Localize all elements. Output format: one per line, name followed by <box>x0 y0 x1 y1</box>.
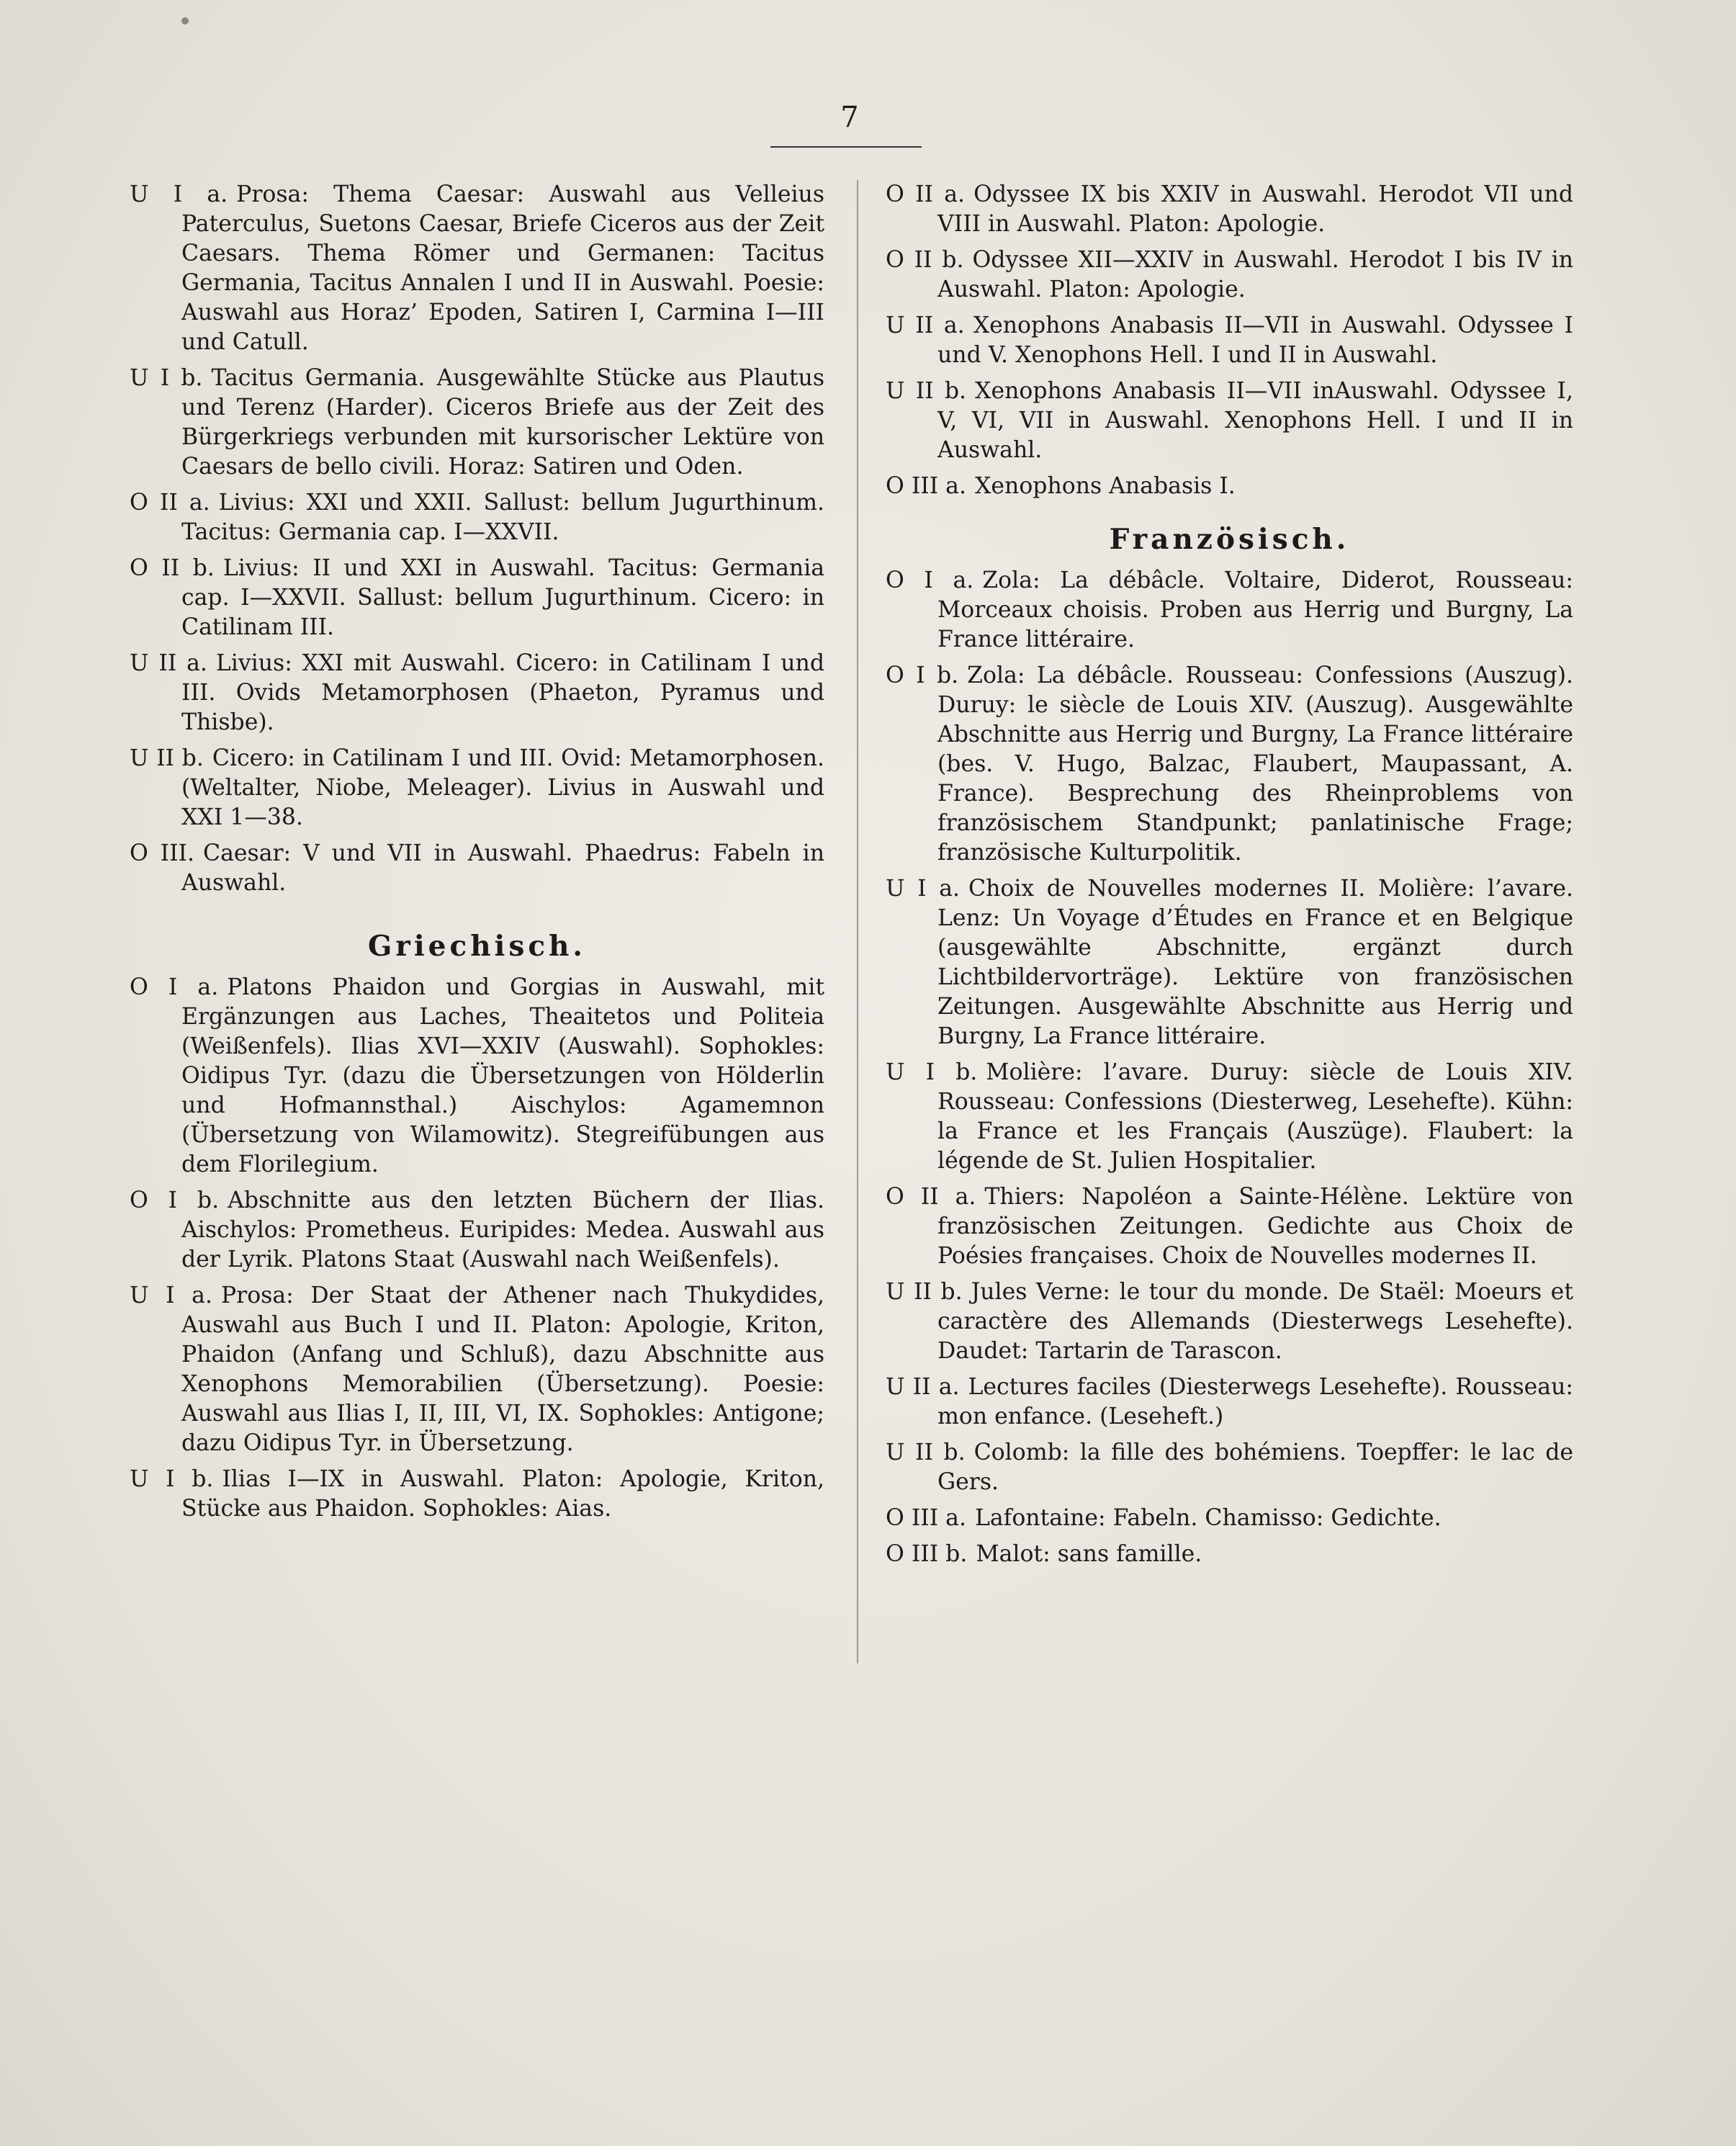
entry-text: Platons Phaidon und Gorgias in Auswahl, mit Ergänzungen aus Laches, Theaitetos und Politeia (Weißenfels). Ilias XVI—XXIV (Auswahl). Sophokles: Oidipus Tyr. (dazu die Übersetzungen von Hölderlin und Hofmannsthal.) Aischylos: Agamemnon (Übersetzung von Wilamowitz). Stegreifübungen aus dem Florilegium. <box>181 974 824 1177</box>
class-label: U II a. <box>886 313 965 338</box>
entry-text: Choix de Nouvelles modernes II. Molière: l’avare. Lenz: Un Voyage d’Études en France et en Belgique (ausgewählte Abschnitte, ergänzt durch Lichtbildervorträge). Lektüre von französischen Zeitungen. Ausgewählte Abschnitte aus Herrig und Burgny, La France littéraire. <box>937 876 1574 1049</box>
curriculum-entry <box>886 661 1573 868</box>
curriculum-entry <box>886 1504 1573 1533</box>
curriculum-entry <box>130 364 824 482</box>
greek-section-right <box>886 180 1573 501</box>
class-label: U II b. <box>886 1279 963 1305</box>
class-label: O II b. <box>886 247 964 273</box>
entry-text: Molière: l’avare. Duruy: siècle de Louis XIV. Rousseau: Confessions (Diesterweg, Lesehefte). Kühn: la France et les Français (Auszüge). Flaubert: la légende de St. Julien Hospitalier. <box>937 1059 1573 1174</box>
class-label: U II b. <box>886 378 967 404</box>
curriculum-entry <box>130 973 824 1180</box>
right-column <box>886 180 1573 1576</box>
entry-text: Colomb: la fille des bohémiens. Toepffer: le lac de Gers. <box>937 1440 1574 1495</box>
entry-text: Lectures faciles (Diesterwegs Lesehefte). Rousseau: mon enfance. (Leseheft.) <box>937 1374 1573 1429</box>
entry-text: Abschnitte aus den letzten Büchern der Ilias. Aischylos: Prometheus. Euripides: Medea. Auswahl aus der Lyrik. Platons Staat (Auswahl nach Weißenfels). <box>181 1188 824 1272</box>
entry-text: Ilias I—IX in Auswahl. Platon: Apologie, Kriton, Stücke aus Phaidon. Sophokles: Aias. <box>181 1466 824 1522</box>
curriculum-entry <box>886 1182 1573 1271</box>
entry-text: Thiers: Napoléon a Sainte-Hélène. Lektüre von französischen Zeitungen. Gedichte aus Choix de Poésies françaises. Choix de Nouvelles modernes II. <box>937 1184 1573 1269</box>
curriculum-entry <box>130 649 824 737</box>
greek-section-left <box>130 973 824 1524</box>
section-heading-greek: Griechisch. <box>367 930 587 963</box>
class-label: U I b. <box>130 365 203 391</box>
entry-text: Odyssee IX bis XXIV in Auswahl. Herodot VII und VIII in Auswahl. Platon: Apologie. <box>937 181 1574 237</box>
class-label: U I a. <box>130 1283 212 1308</box>
curriculum-entry <box>130 1281 824 1458</box>
class-label: O II a. <box>130 490 210 516</box>
curriculum-entry <box>130 1465 824 1524</box>
entry-text: Prosa: Der Staat der Athener nach Thukydides, Auswahl aus Buch I und II. Platon: Apologie, Kriton, Phaidon (Anfang und Schluß), dazu Abschnitte aus Xenophons Memorabilien (Übersetzung). Poesie: Auswahl aus Ilias I, II, III, VI, IX. Sophokles: Antigone; dazu Oidipus Tyr. in Übersetzung. <box>181 1283 824 1456</box>
ink-dot <box>181 17 189 24</box>
curriculum-entry <box>886 246 1573 305</box>
entry-text: Zola: La débâcle. Voltaire, Diderot, Rousseau: Morceaux choisis. Proben aus Herrig und Burgny, La France littéraire. <box>937 567 1573 652</box>
entry-text: Odyssee XII—XXIV in Auswahl. Herodot I bis IV in Auswahl. Platon: Apologie. <box>937 247 1574 302</box>
curriculum-entry <box>130 488 824 547</box>
curriculum-entry <box>886 1373 1573 1432</box>
class-label: O I a. <box>886 567 974 593</box>
curriculum-entry <box>886 311 1573 370</box>
entry-text: Livius: XXI und XXII. Sallust: bellum Jugurthinum. Tacitus: Germania cap. I—XXVII. <box>181 490 824 545</box>
curriculum-entry <box>886 1278 1573 1366</box>
class-label: U II b. <box>886 1440 966 1465</box>
entry-text: Zola: La débâcle. Rousseau: Confessions (Auszug). Duruy: le siècle de Louis XIV. (Auszug). Ausgewählte Abschnitte aus Herrig und Burgny, La France littéraire (bes. V. Hugo, Balzac, Flaubert, Maupassant, A. France). Besprechung des Rheinproblems von französischem Standpunkt; panlatinische Frage; französische Kulturpolitik. <box>937 663 1573 866</box>
curriculum-entry <box>130 744 824 832</box>
curriculum-entry <box>886 377 1573 465</box>
entry-text: Livius: XXI mit Auswahl. Cicero: in Catilinam I und III. Ovids Metamorphosen (Phaeton, Pyramus und Thisbe). <box>181 650 824 735</box>
curriculum-entry <box>886 566 1573 655</box>
curriculum-entry <box>886 1438 1573 1497</box>
curriculum-entry <box>130 554 824 642</box>
class-label: U I a. <box>886 876 960 902</box>
entry-text: Livius: II und XXI in Auswahl. Tacitus: Germania cap. I—XXVII. Sallust: bellum Jugurthinum. Cicero: in Catilinam III. <box>181 555 824 640</box>
french-section <box>886 566 1573 1569</box>
entry-text: Lafontaine: Fabeln. Chamisso: Gedichte. <box>974 1505 1442 1531</box>
curriculum-entry <box>130 1186 824 1275</box>
curriculum-entry <box>886 1058 1573 1176</box>
curriculum-entry <box>886 1540 1573 1569</box>
left-column <box>130 180 824 1530</box>
curriculum-entry <box>130 180 824 357</box>
class-label: U II a. <box>130 650 207 676</box>
class-label: U II b. <box>130 745 204 771</box>
entry-text: Prosa: Thema Caesar: Auswahl aus Velleius Paterculus, Suetons Caesar, Briefe Ciceros aus der Zeit Caesars. Thema Römer und Germanen: Tacitus Germania, Tacitus Annalen I und II in Auswahl. Poesie: Auswahl aus Horaz’ Epoden, Satiren I, Carmina I—III und Catull. <box>181 181 824 355</box>
class-label: O I b. <box>130 1188 220 1213</box>
curriculum-entry <box>886 472 1573 501</box>
entry-text: Jules Verne: le tour du monde. De Staël: Moeurs et caractère des Allemands (Diesterwegs Lesehefte). Daudet: Tartarin de Tarascon. <box>937 1279 1573 1364</box>
entry-text: Xenophons Anabasis II—VII in Auswahl. Odyssee I und V. Xenophons Hell. I und II in Auswahl. <box>937 313 1573 368</box>
page-number-rule <box>770 146 922 148</box>
section-heading-french: Französisch. <box>1109 523 1350 556</box>
class-label: O II b. <box>130 555 215 581</box>
page-number: 7 <box>840 101 859 134</box>
class-label: O III a. <box>886 473 966 499</box>
class-label: U I b. <box>130 1466 214 1492</box>
curriculum-entry <box>886 180 1573 239</box>
entry-text: Malot: sans famille. <box>976 1541 1202 1567</box>
class-label: U I b. <box>886 1059 978 1085</box>
entry-text: Cicero: in Catilinam I und III. Ovid: Metamorphosen. (Weltalter, Niobe, Meleager). Livius in Auswahl und XXI 1—38. <box>181 745 824 830</box>
column-divider <box>857 180 858 1664</box>
class-label: O III. <box>130 840 195 866</box>
class-label: O I a. <box>130 974 219 1000</box>
curriculum-entry <box>130 839 824 898</box>
entry-text: Xenophons Anabasis II—VII inAuswahl. Odyssee I, V, VI, VII in Auswahl. Xenophons Hell. I und II in Auswahl. <box>937 378 1573 463</box>
class-label: O III b. <box>886 1541 968 1567</box>
entry-text: Caesar: V und VII in Auswahl. Phaedrus: Fabeln in Auswahl. <box>181 840 825 896</box>
class-label: O III a. <box>886 1505 966 1531</box>
class-label: O II a. <box>886 1184 976 1210</box>
class-label: O II a. <box>886 181 966 207</box>
entry-text: Xenophons Anabasis I. <box>974 473 1236 499</box>
latin-section <box>130 180 824 898</box>
curriculum-entry <box>886 874 1573 1051</box>
class-label: O I b. <box>886 663 959 688</box>
class-label: U II a. <box>886 1374 960 1400</box>
entry-text: Tacitus Germania. Ausgewählte Stücke aus Plautus und Terenz (Harder). Ciceros Briefe aus der Zeit des Bürgerkriegs verbunden mit kursorischer Lektüre von Caesars de bello civili. Horaz: Satiren und Oden. <box>181 365 824 480</box>
class-label: U I a. <box>130 181 228 207</box>
